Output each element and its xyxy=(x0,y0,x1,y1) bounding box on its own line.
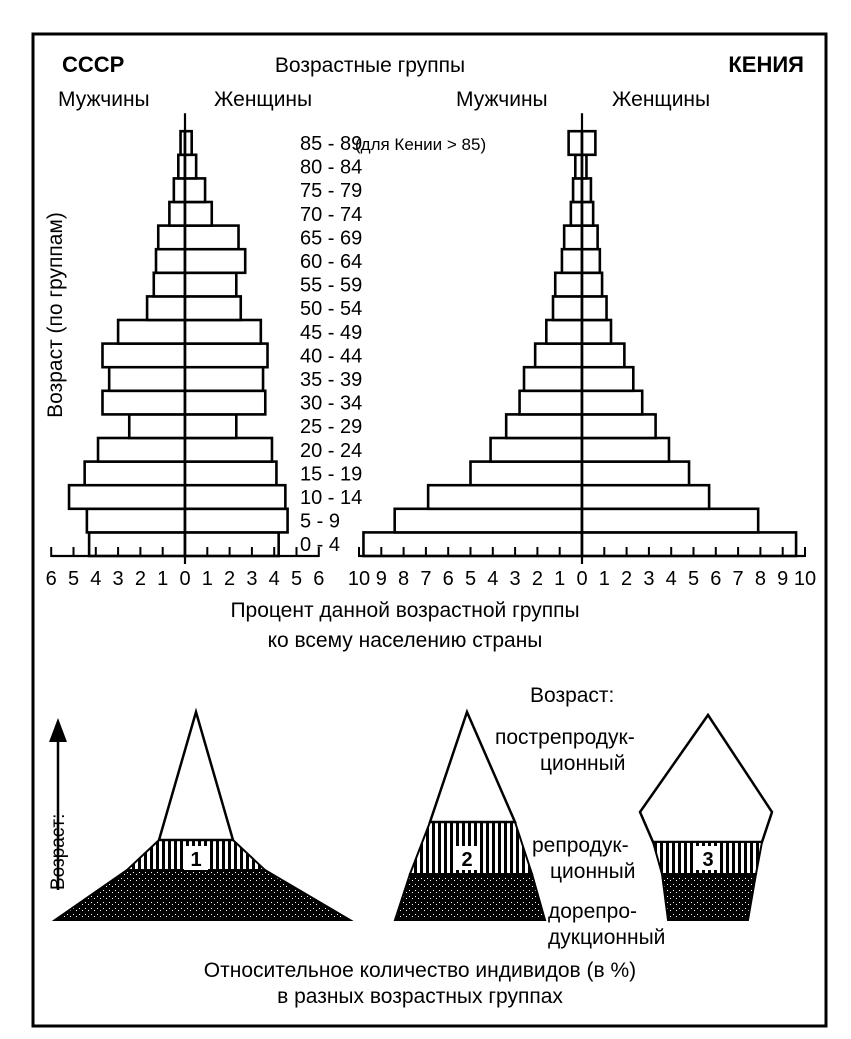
kenya-bar-female-15 xyxy=(582,178,591,202)
kenya-x-tick-label: 9 xyxy=(777,568,789,590)
schematics-caption-line1: Относительное количество индивидов (в %) xyxy=(203,959,637,982)
ussr-bar-female-16 xyxy=(185,155,196,179)
schematics-caption-line2: в разных возрастных группах xyxy=(277,985,563,1008)
kenya-x-tick-label: 1 xyxy=(598,568,610,590)
ussr-bar-male-7 xyxy=(109,367,185,391)
kenya-bar-female-6 xyxy=(582,391,642,415)
kenya-pyramid xyxy=(348,113,816,590)
kenya-x-tick-label: 3 xyxy=(643,568,655,590)
ussr-bar-female-4 xyxy=(185,438,272,462)
ussr-bar-male-5 xyxy=(129,414,185,438)
age-group-label: 55 - 59 xyxy=(300,274,363,297)
age-group-label: 20 - 24 xyxy=(300,439,363,462)
kenya-bar-male-5 xyxy=(506,414,582,438)
kenya-bar-female-5 xyxy=(582,414,656,438)
ussr-x-tick-label: 4 xyxy=(90,568,102,590)
age-group-label: 85 - 89 xyxy=(300,133,363,155)
kenya-x-tick-label: 4 xyxy=(487,568,499,590)
kenya-age-note: (для Кении > 85) xyxy=(355,135,487,154)
age-group-label: 60 - 64 xyxy=(300,251,363,273)
schematic-2-pre-reproductive xyxy=(395,874,545,920)
ussr-bar-female-1 xyxy=(185,509,288,533)
ussr-bar-female-7 xyxy=(185,367,263,391)
kenya-x-tick-label: 5 xyxy=(464,568,477,590)
schematic-1-post-reproductive xyxy=(159,712,233,840)
kenya-bar-male-6 xyxy=(520,391,582,415)
kenya-x-tick-label: 8 xyxy=(398,568,410,590)
ussr-bar-female-10 xyxy=(185,296,241,320)
schematic-3-post-reproductive xyxy=(640,715,772,842)
ussr-bar-male-12 xyxy=(156,249,185,273)
kenya-bar-female-3 xyxy=(582,462,689,486)
stage-pre-line1: дорепро- xyxy=(548,900,638,923)
age-group-label: 25 - 29 xyxy=(300,416,363,439)
kenya-bar-male-8 xyxy=(535,344,582,368)
ussr-bar-female-8 xyxy=(185,344,268,368)
ussr-bar-male-3 xyxy=(85,462,185,486)
ussr-bar-female-3 xyxy=(185,462,276,486)
kenya-bar-female-11 xyxy=(582,273,602,297)
ussr-x-tick-label: 6 xyxy=(313,568,325,590)
kenya-bar-female-1 xyxy=(582,509,758,533)
ussr-bar-male-6 xyxy=(102,391,185,415)
kenya-x-tick-label: 1 xyxy=(554,568,566,590)
age-group-label: 0 - 4 xyxy=(300,534,341,557)
ussr-x-tick-label: 1 xyxy=(201,568,213,590)
ussr-bar-female-13 xyxy=(185,226,239,250)
age-group-label: 40 - 44 xyxy=(300,345,363,368)
age-group-label: 35 - 39 xyxy=(300,369,363,391)
kenya-bar-female-7 xyxy=(582,367,633,391)
ussr-x-tick-label: 5 xyxy=(67,568,80,590)
ussr-x-tick-label: 3 xyxy=(112,568,124,590)
ussr-female-label: Женщины xyxy=(214,88,313,111)
pyramid-caption-line1: Процент данной возрастной группы xyxy=(230,599,580,622)
kenya-bar-male-2 xyxy=(428,485,582,509)
stage-repro-line2: ционный xyxy=(550,860,636,883)
kenya-bar-female-9 xyxy=(582,320,611,344)
ussr-bar-female-12 xyxy=(185,249,245,273)
kenya-bar-female-14 xyxy=(582,202,593,226)
stage-repro-line1: репродук- xyxy=(532,834,629,857)
ussr-bar-male-15 xyxy=(174,178,185,202)
stage-post-line1: пострепродук- xyxy=(495,726,635,749)
ussr-bar-male-11 xyxy=(154,273,185,297)
kenya-bar-female-13 xyxy=(582,226,598,250)
kenya-bar-male-4 xyxy=(491,438,582,462)
kenya-bar-female-4 xyxy=(582,438,669,462)
kenya-bar-male-1 xyxy=(395,509,582,533)
kenya-x-tick-label: 7 xyxy=(732,568,744,590)
kenya-bar-female-2 xyxy=(582,485,709,509)
kenya-x-tick-label: 9 xyxy=(375,568,387,590)
y-axis-label: Возраст (по группам) xyxy=(44,212,67,418)
kenya-title: КЕНИЯ xyxy=(728,52,804,77)
schematic-3-number: 3 xyxy=(702,849,714,871)
kenya-x-tick-label: 0 xyxy=(576,568,588,590)
ussr-bar-female-2 xyxy=(185,485,285,509)
stage-post-line2: ционный xyxy=(540,752,626,775)
ussr-x-tick-label: 6 xyxy=(45,568,57,590)
kenya-bar-male-17 xyxy=(569,131,582,155)
ussr-x-tick-label: 3 xyxy=(246,568,258,590)
schematic-pyramid-1 xyxy=(55,712,350,920)
kenya-x-tick-label: 3 xyxy=(509,568,521,590)
schematic-2-number: 2 xyxy=(461,849,473,871)
kenya-bar-female-8 xyxy=(582,344,624,368)
kenya-bar-male-13 xyxy=(564,226,582,250)
ussr-bar-male-2 xyxy=(69,485,185,509)
ussr-bar-male-14 xyxy=(169,202,185,226)
schematic-3-pre-reproductive xyxy=(662,874,756,920)
ussr-bar-male-0 xyxy=(89,532,185,556)
kenya-bar-male-12 xyxy=(562,249,582,273)
age-group-label: 70 - 74 xyxy=(300,203,363,226)
age-group-label: 80 - 84 xyxy=(300,156,363,179)
age-group-labels xyxy=(300,133,362,556)
kenya-male-label: Мужчины xyxy=(456,88,548,111)
kenya-x-tick-label: 10 xyxy=(793,568,817,590)
ussr-x-tick-label: 4 xyxy=(268,568,280,590)
kenya-bar-male-9 xyxy=(546,320,582,344)
age-group-label: 30 - 34 xyxy=(300,392,363,415)
kenya-bar-male-15 xyxy=(573,178,582,202)
ussr-x-tick-label: 2 xyxy=(134,568,146,590)
stage-title: Возраст: xyxy=(530,684,615,707)
ussr-bar-female-5 xyxy=(185,414,236,438)
age-group-label: 75 - 79 xyxy=(300,180,363,203)
kenya-x-tick-label: 7 xyxy=(420,568,432,590)
ussr-bar-female-6 xyxy=(185,391,265,415)
schematic-1-pre-reproductive xyxy=(55,870,350,920)
ussr-bar-male-9 xyxy=(118,320,185,344)
kenya-x-tick-label: 4 xyxy=(665,568,677,590)
schematic-pyramid-3 xyxy=(640,715,772,920)
ussr-bar-female-15 xyxy=(185,178,205,202)
ussr-x-tick-label: 1 xyxy=(157,568,169,590)
age-group-label: 15 - 19 xyxy=(300,463,363,486)
kenya-x-tick-label: 6 xyxy=(442,568,454,590)
kenya-bar-male-14 xyxy=(571,202,582,226)
ussr-bar-male-1 xyxy=(87,509,185,533)
ussr-male-label: Мужчины xyxy=(58,88,150,111)
kenya-x-tick-label: 6 xyxy=(710,568,722,590)
ussr-title: СССР xyxy=(62,52,125,77)
stage-pre-line2: дукционный xyxy=(548,926,666,949)
schematic-age-label: Возраст: xyxy=(48,813,69,890)
ussr-bar-male-4 xyxy=(98,438,185,462)
ussr-bar-female-11 xyxy=(185,273,236,297)
kenya-x-tick-label: 2 xyxy=(621,568,633,590)
kenya-x-tick-label: 2 xyxy=(531,568,543,590)
age-groups-title: Возрастные группы xyxy=(274,54,466,77)
ussr-bar-female-0 xyxy=(185,532,279,556)
kenya-bar-male-0 xyxy=(363,532,582,556)
kenya-x-tick-label: 8 xyxy=(754,568,766,590)
ussr-bar-male-10 xyxy=(147,296,185,320)
ussr-pyramid xyxy=(46,113,325,590)
kenya-bar-male-7 xyxy=(524,367,582,391)
age-group-label: 5 - 9 xyxy=(300,510,341,533)
kenya-bar-male-11 xyxy=(555,273,582,297)
kenya-bar-female-17 xyxy=(582,131,595,155)
kenya-bar-female-12 xyxy=(582,249,600,273)
age-group-label: 45 - 49 xyxy=(300,321,363,344)
kenya-bar-male-3 xyxy=(471,462,583,486)
ussr-bar-male-13 xyxy=(158,226,185,250)
kenya-x-tick-label: 5 xyxy=(687,568,700,590)
age-group-label: 10 - 14 xyxy=(300,487,363,509)
age-group-label: 50 - 54 xyxy=(300,298,363,321)
pyramid-caption-line2: ко всему населению страны xyxy=(267,629,543,652)
schematic-1-number: 1 xyxy=(190,849,202,871)
kenya-female-label: Женщины xyxy=(612,88,711,111)
kenya-bar-female-10 xyxy=(582,296,607,320)
ussr-x-tick-label: 0 xyxy=(179,568,191,590)
arrow-up-icon xyxy=(49,718,67,742)
schematic-age-axis xyxy=(48,718,69,890)
kenya-bar-female-0 xyxy=(582,532,796,556)
kenya-x-tick-label: 10 xyxy=(347,568,371,590)
age-group-label: 65 - 69 xyxy=(300,227,363,250)
kenya-bar-male-10 xyxy=(553,296,582,320)
ussr-bar-female-9 xyxy=(185,320,261,344)
ussr-x-tick-label: 2 xyxy=(224,568,236,590)
ussr-bar-female-14 xyxy=(185,202,212,226)
ussr-bar-male-8 xyxy=(102,344,185,368)
ussr-x-tick-label: 5 xyxy=(290,568,303,590)
